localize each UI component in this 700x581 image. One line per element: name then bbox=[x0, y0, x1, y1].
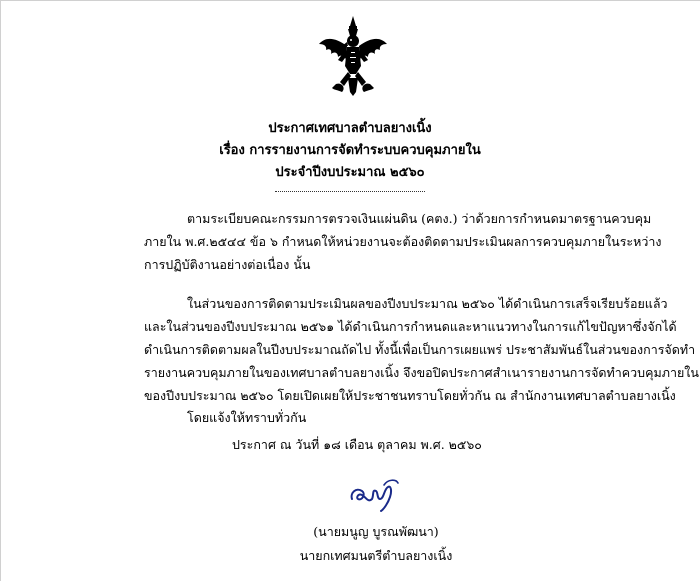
page-border-left bbox=[0, 0, 1, 581]
announcement-fiscal-year: ประจำปีงบประมาณ ๒๕๖๐ bbox=[275, 165, 425, 180]
paragraph-1-line: ภายใน พ.ศ.๒๕๔๔ ข้อ ๖ กำหนดให้หน่วยงานจะต้องติดตามประเมินผลการควบคุมภายในระหว่าง bbox=[144, 234, 662, 249]
garuda-emblem-icon bbox=[318, 16, 388, 96]
closing-statement: โดยแจ้งให้ทราบทั่วกัน bbox=[187, 410, 307, 425]
paragraph-2-line: ของปีงบประมาณ ๒๕๖๐ โดยเปิดเผยให้ประชาชนทราบโดยทั่วกัน ณ สำนักงานเทศบาลตำบลยางเนิ้ง bbox=[144, 388, 676, 403]
announcement-title: ประกาศเทศบาลตำบลยางเนิ้ง bbox=[268, 121, 432, 136]
signer-title: นายกเทศมนตรีตำบลยางเนิ้ง bbox=[299, 548, 453, 563]
paragraph-2 bbox=[144, 292, 699, 407]
paragraph-1-line: ตามระเบียบคณะกรรมการตรวจเงินแผ่นดิน (คตง.) ว่าด้วยการกำหนดมาตรฐานควบคุม bbox=[187, 211, 652, 226]
paragraph-2-line: ดำเนินการติดตามผลในปีงบประมาณถัดไป ทั้งนี้เพื่อเป็นการเผยแพร่ ประชาสัมพันธ์ในส่วนของการจัดทำ bbox=[144, 342, 696, 357]
paragraph-1-line: การปฏิบัติงานอย่างต่อเนื่อง นั้น bbox=[144, 257, 311, 272]
paragraph-2-line: และในส่วนของปีงบประมาณ ๒๕๖๑ ได้ดำเนินการกำหนดและหาแนวทางในการแก้ไขปัญหาซึ่งจักได้ bbox=[144, 319, 677, 334]
announcement-date: ประกาศ ณ วันที่ ๑๘ เดือน ตุลาคม พ.ศ. ๒๕๖๐ bbox=[232, 437, 482, 452]
announcement-subject: เรื่อง การรายงานการจัดทำระบบควบคุมภายใน bbox=[219, 143, 481, 158]
paragraph-2-line: รายงานควบคุมภายในของเทศบาลตำบลยางเนิ้ง จึงขอปิดประกาศสำเนารายงานการจัดทำควบคุมภายใน bbox=[144, 365, 699, 380]
page-border-top bbox=[0, 0, 700, 1]
handwritten-signature bbox=[348, 477, 402, 513]
paragraph-1 bbox=[144, 207, 684, 276]
signer-name: (นายมนูญ บูรณพัฒนา) bbox=[313, 524, 439, 539]
paragraph-2-line: ในส่วนของการติดตามประเมินผลของปีงบประมาณ ๒๕๖๐ ได้ดำเนินการเสร็จเรียบร้อยแล้ว bbox=[187, 296, 668, 311]
title-divider bbox=[275, 191, 425, 192]
